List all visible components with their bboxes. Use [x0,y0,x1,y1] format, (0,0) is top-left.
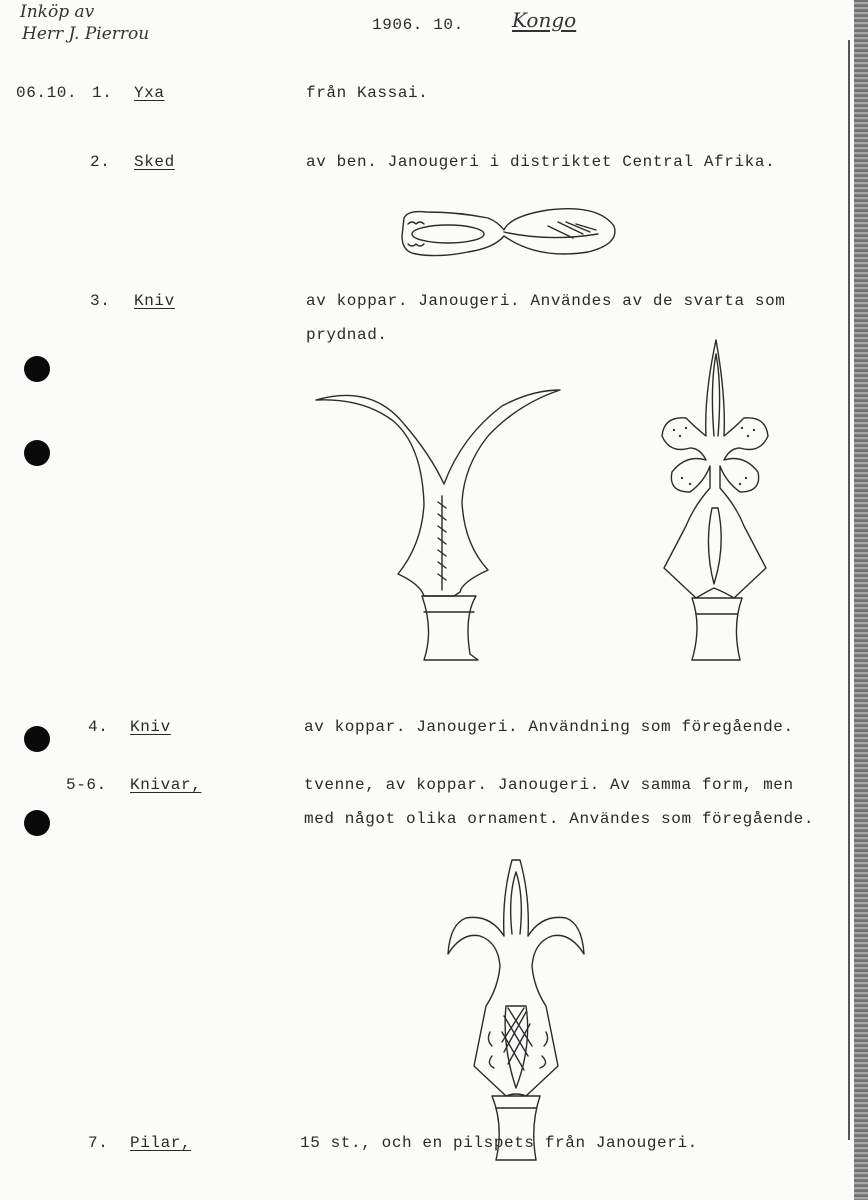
entry-number: 3. [90,292,111,310]
entry-number: 1. [92,84,113,102]
entry-description: tvenne, av koppar. Janougeri. Av samma form, men [304,776,794,794]
fleur-knife-drawing [656,336,776,668]
entry-name: Kniv [134,292,175,310]
page-edge-line [848,40,850,1140]
entry-name: Kniv [130,718,171,736]
spoon-drawing [398,204,618,264]
entry-number: 5-6. [66,776,107,794]
entry-name: Sked [134,153,175,171]
entry-description: av koppar. Janougeri. Användning som föregående. [304,718,794,736]
catalogue-date: 1906. 10. [372,16,464,34]
binder-hole [24,356,50,382]
entry-name: Knivar, [130,776,202,794]
entry-number: 2. [90,153,111,171]
crescent-knife-drawing [312,384,562,664]
handwritten-note-line1: Inköp av [20,2,95,22]
entry-name: Pilar, [130,1134,192,1152]
entry-prefix: 06.10. [16,84,78,102]
entry-number: 4. [88,718,109,736]
handwritten-note-line2: Herr J. Pierrou [22,24,150,44]
region-title: Kongo [512,8,577,32]
entry-description-cont: prydnad. [306,326,388,344]
entry-description: 15 st., och en pilspets från Janougeri. [300,1134,698,1152]
ornamented-knife-drawing [446,856,596,1166]
entry-description-cont: med något olika ornament. Användes som föregående. [304,810,815,828]
scanned-page-edge [854,0,868,1200]
entry-number: 7. [88,1134,109,1152]
entry-description: av ben. Janougeri i distriktet Central Afrika. [306,153,776,171]
binder-hole [24,810,50,836]
entry-description: av koppar. Janougeri. Användes av de svarta som [306,292,786,310]
entry-name: Yxa [134,84,165,102]
binder-hole [24,440,50,466]
binder-hole [24,726,50,752]
entry-description: från Kassai. [306,84,429,102]
